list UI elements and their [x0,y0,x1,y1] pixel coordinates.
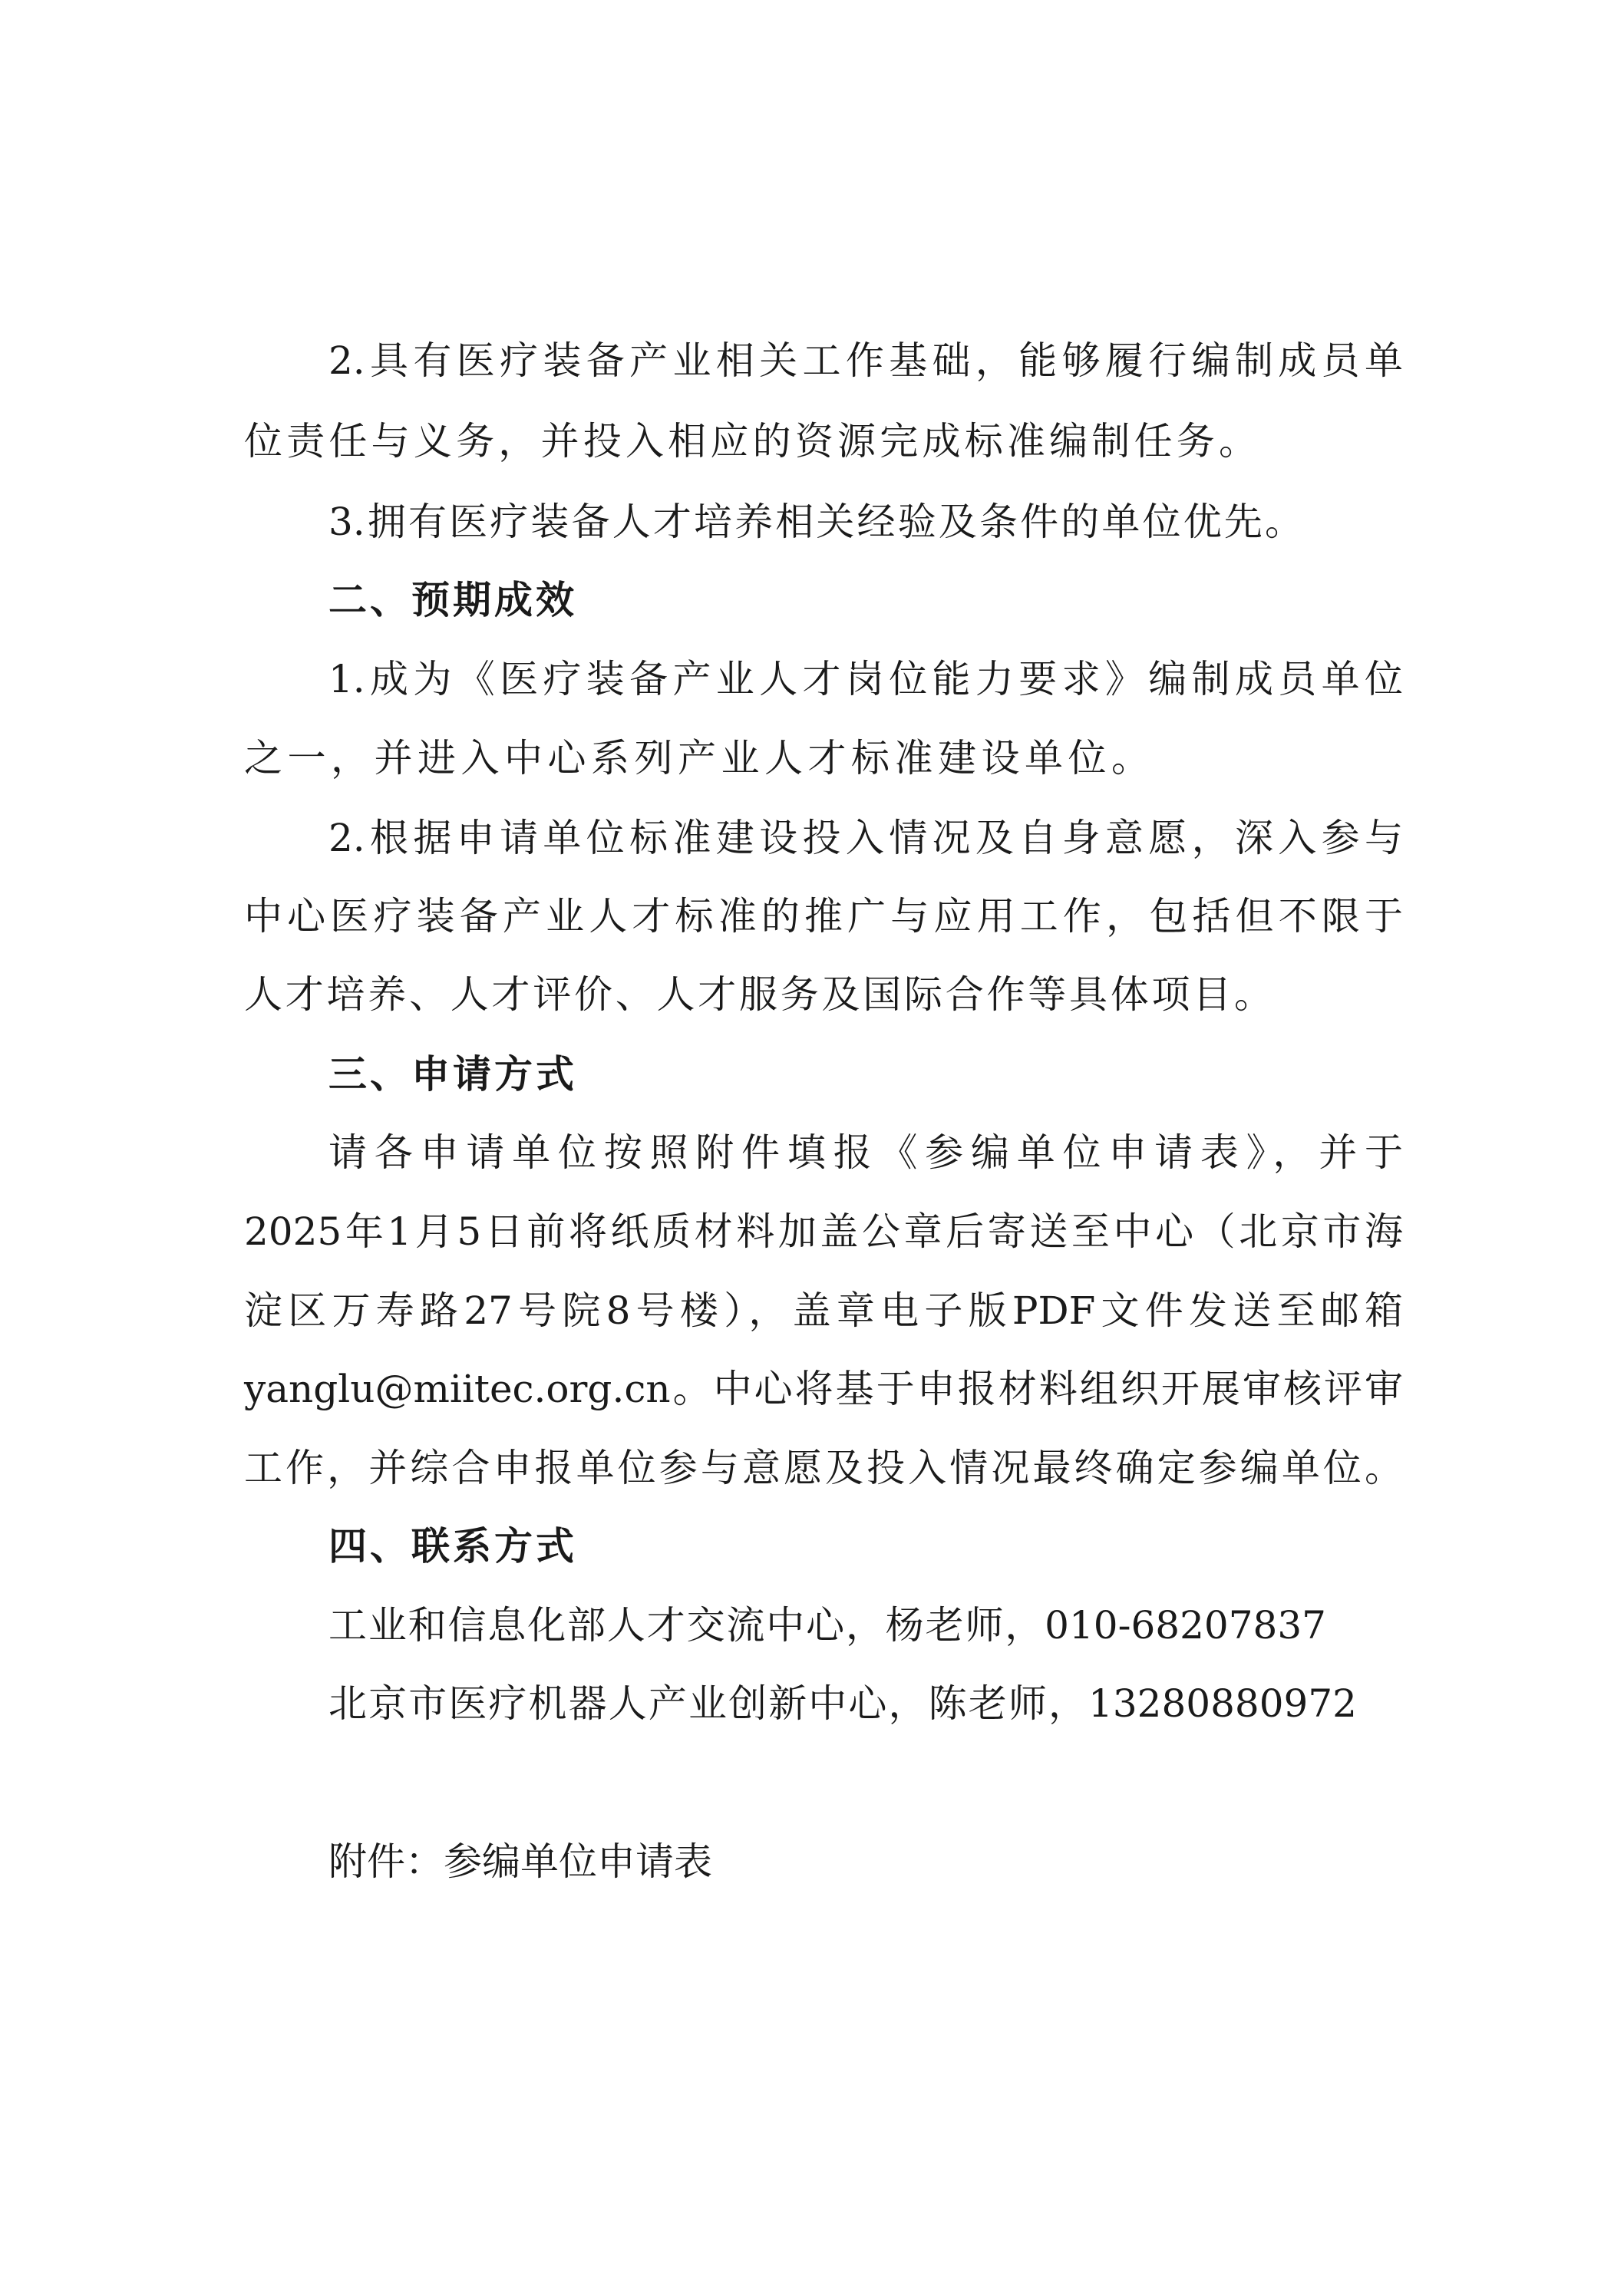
outcome-2-line-2: 中心医疗装备产业人才标准的推广与应用工作，包括但不限于 [244,894,1403,939]
section-heading-2: 二、预期成效 [328,578,577,622]
section-heading-4: 四、联系方式 [328,1524,577,1569]
paragraph-2-line-2: 位责任与义务，并投入相应的资源完成标准编制任务。 [244,419,1257,463]
contact-line-2: 北京市医疗机器人产业创新中心，陈老师，13280880972 [328,1681,1357,1726]
application-line-4: yanglu@miitec.org.cn。中心将基于申报材料组织开展审核评审 [244,1367,1403,1411]
section-heading-3: 三、申请方式 [328,1052,577,1097]
attachment-line: 附件：参编单位申请表 [328,1839,712,1884]
application-line-5: 工作，并综合申报单位参与意愿及投入情况最终确定参编单位。 [244,1446,1403,1490]
contact-line-1: 工业和信息化部人才交流中心，杨老师，010-68207837 [328,1603,1326,1648]
application-line-1: 请各申请单位按照附件填报《参编单位申请表》，并于 [328,1130,1403,1175]
outcome-1-line-1: 1.成为《医疗装备产业人才岗位能力要求》编制成员单位 [328,657,1403,701]
application-line-3: 淀区万寿路27号院8号楼），盖章电子版PDF文件发送至邮箱 [244,1288,1403,1333]
outcome-2-line-1: 2.根据申请单位标准建设投入情况及自身意愿，深入参与 [328,816,1403,860]
outcome-1-line-2: 之一，并进入中心系列产业人才标准建设单位。 [244,736,1150,780]
outcome-2-line-3: 人才培养、人才评价、人才服务及国际合作等具体项目。 [244,972,1272,1017]
paragraph-2-line-1: 2.具有医疗装备产业相关工作基础，能够履行编制成员单 [328,338,1403,383]
application-line-2: 2025年1月5日前将纸质材料加盖公章后寄送至中心（北京市海 [244,1209,1403,1254]
paragraph-3: 3.拥有医疗装备人才培养相关经验及条件的单位优先。 [328,500,1303,544]
